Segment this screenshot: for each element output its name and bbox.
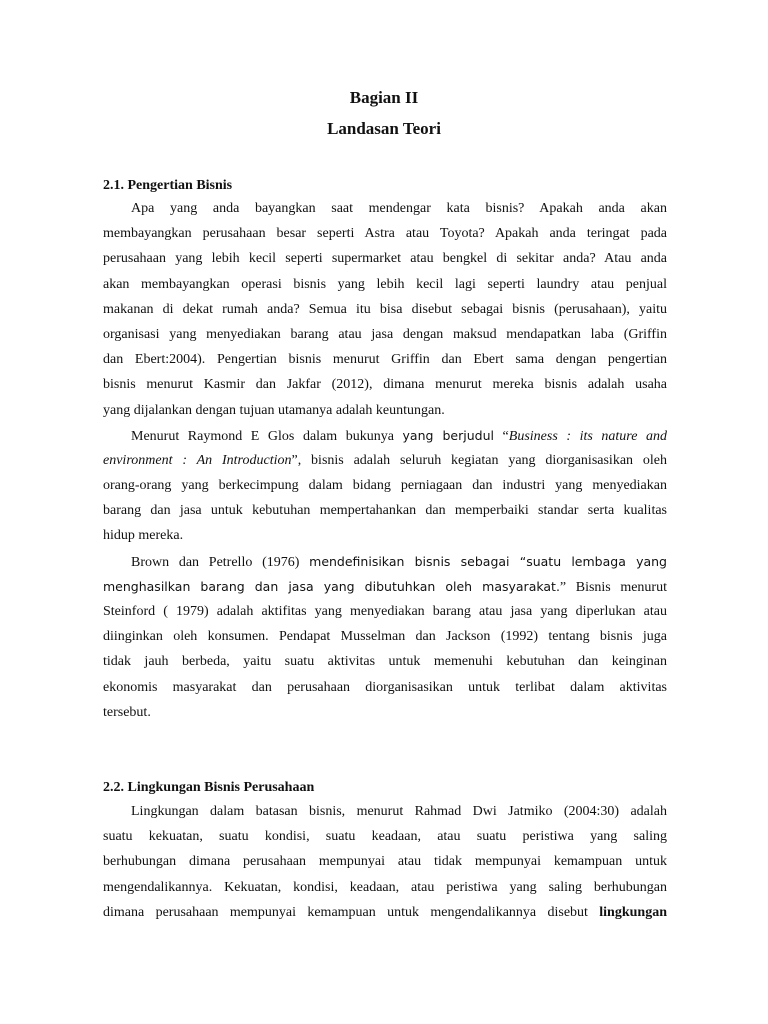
paragraph-1-line: bisnis menurut Kasmir dan Jakfar (2012), dimana menurut mereka bisnis adalah usaha bbox=[103, 377, 667, 393]
paragraph-4-line bbox=[103, 900, 667, 925]
paragraph-4-line: berhubungan dimana perusahaan mempunyai atau tidak mempunyai kemampuan untuk bbox=[103, 854, 667, 870]
p3-sans-text: menghasilkan barang dan jasa yang dibutuhkan oleh masyarakat. bbox=[103, 578, 560, 594]
section-heading-pengertian-bisnis: 2.1. Pengertian Bisnis bbox=[103, 178, 233, 193]
paragraph-1-line: perusahaan yang lebih kecil seperti supermarket atau bengkel di sekitar anda? Atau anda bbox=[103, 251, 667, 267]
document-title-line2: Landasan Teori bbox=[327, 119, 441, 138]
paragraph-4-line: Lingkungan dalam batasan bisnis, menurut Rahmad Dwi Jatmiko (2004:30) adalah bbox=[131, 804, 667, 819]
section-heading-lingkungan-bisnis: 2.2. Lingkungan Bisnis Perusahaan bbox=[103, 780, 315, 795]
term-lingkungan-bold: lingkungan bbox=[599, 904, 667, 920]
paragraph-1-line: membayangkan perusahaan besar seperti Astra atau Toyota? Apakah anda teringat pada bbox=[103, 226, 667, 242]
p2-text: ”, bisnis adalah seluruh kegiatan yang diorganisasikan oleh bbox=[291, 452, 667, 468]
p2-sans-text: yang berjudul bbox=[402, 427, 494, 443]
paragraph-4-line: mengendalikannya. Kekuatan, kondisi, keadaan, atau peristiwa yang saling berhubungan bbox=[103, 879, 667, 895]
paragraph-1-line: dan Ebert:2004). Pengertian bisnis menurut Griffin dan Ebert sama dengan pengertian bbox=[103, 352, 667, 368]
paragraph-3-line: ekonomis masyarakat dan perusahaan diorganisasikan untuk terlibat dalam aktivitas bbox=[103, 679, 667, 695]
paragraph-1-line: akan membayangkan operasi bisnis yang lebih kecil lagi seperti laundry atau penjual bbox=[103, 276, 667, 292]
paragraph-2-line: barang dan jasa untuk kebutuhan mempertahankan dan memperbaiki standar serta kualitas bbox=[103, 503, 667, 519]
p3-sans-text: mendefinisikan bisnis sebagai “suatu lembaga yang bbox=[309, 553, 667, 569]
paragraph-2-line: hidup mereka. bbox=[103, 528, 184, 544]
paragraph-3-line: tidak jauh berbeda, yaitu suatu aktivitas untuk memenuhi kebutuhan dan keinginan bbox=[103, 654, 667, 670]
paragraph-1-line: makanan di dekat rumah anda? Semua itu bisa disebut sebagai bisnis (perusahaan), yaitu bbox=[103, 301, 667, 317]
paragraph-3-line bbox=[103, 549, 667, 574]
paragraph-2-line bbox=[103, 448, 667, 473]
p3-text: Brown dan Petrello (1976) bbox=[131, 554, 310, 570]
paragraph-2-line bbox=[103, 423, 667, 448]
section-2-body bbox=[103, 799, 667, 925]
p2-quote-open: “ bbox=[493, 428, 509, 444]
paragraph-3-line: tersebut. bbox=[103, 704, 151, 720]
p3-text: ” Bisnis menurut bbox=[559, 579, 667, 595]
paragraph-3-line: Steinford ( 1979) adalah aktifitas yang menyediakan barang atau jasa yang diperlukan atau bbox=[103, 604, 667, 619]
paragraph-3-line: diinginkan oleh konsumen. Pendapat Musselman dan Jackson (1992) tentang bisnis juga bbox=[103, 629, 667, 645]
paragraph-1-line: yang dijalankan dengan tujuan utamanya adalah keuntungan. bbox=[103, 402, 445, 418]
paragraph-1-line: Apa yang anda bayangkan saat mendengar kata bisnis? Apakah anda akan bbox=[131, 201, 667, 216]
book-title-italic: environment : An Introduction bbox=[103, 452, 292, 468]
book-title-italic: Business : its nature and bbox=[508, 428, 667, 444]
section-1-body bbox=[103, 196, 667, 725]
paragraph-3-line bbox=[103, 574, 667, 599]
p2-text: Menurut Raymond E Glos dalam bukunya bbox=[131, 428, 403, 444]
p4-text: dimana perusahaan mempunyai kemampuan untuk mengendalikannya disebut bbox=[103, 904, 600, 920]
document-title-line1: Bagian II bbox=[349, 88, 419, 107]
paragraph-1-line: organisasi yang menyediakan barang atau jasa dengan maksud mendapatkan laba (Griffin bbox=[103, 326, 667, 342]
paragraph-4-line: suatu kekuatan, suatu kondisi, suatu keadaan, atau suatu peristiwa yang saling bbox=[103, 829, 667, 845]
paragraph-2-line: orang-orang yang berkecimpung dalam bidang perniagaan dan industri yang menyediakan bbox=[103, 478, 667, 494]
